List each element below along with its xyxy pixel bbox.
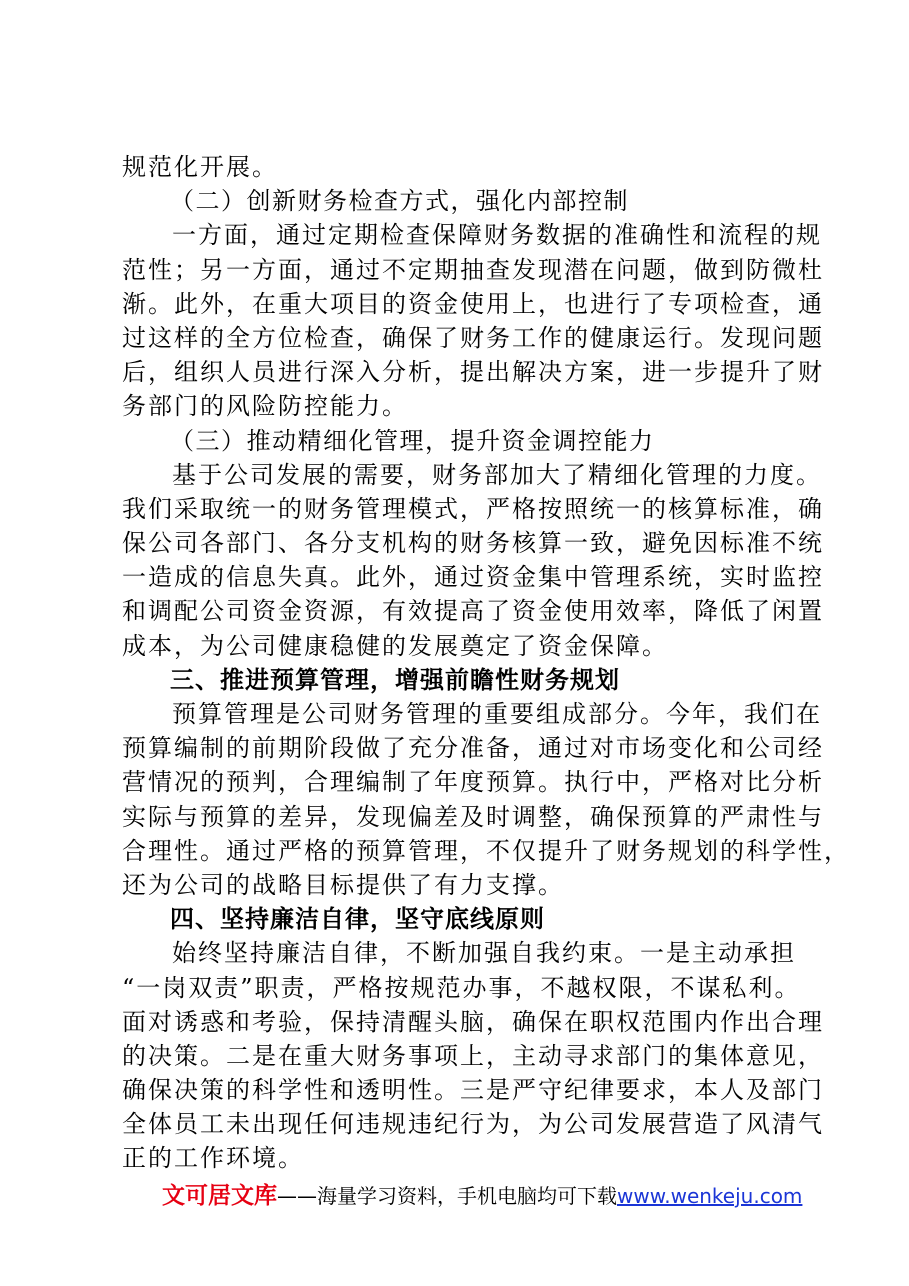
paragraph-line: 和调配公司资金资源，有效提高了资金使用效率，降低了闲置 — [122, 597, 824, 626]
paragraph-line: 过这样的全方位检查，确保了财务工作的健康运行。发现问题 — [122, 323, 824, 352]
paragraph-line: “一岗双责”职责，严格按规范办事，不越权限，不谋私利。 — [122, 973, 801, 1002]
footer-banner — [162, 1182, 862, 1210]
paragraph-line: 预算管理是公司财务管理的重要组成部分。今年，我们在 — [172, 700, 822, 728]
paragraph-line: 保公司各部门、各分支机构的财务核算一致，避免因标准不统 — [122, 529, 824, 558]
footer-url-link[interactable]: www.wenkeju.com — [617, 1184, 803, 1208]
paragraph-line: 的决策。二是在重大财务事项上，主动寻求部门的集体意见， — [122, 1041, 824, 1070]
paragraph-line: 务部门的风险防控能力。 — [122, 392, 408, 421]
paragraph-line: 我们采取统一的财务管理模式，严格按照统一的核算标准，确 — [122, 494, 824, 523]
paragraph-line: 始终坚持廉洁自律，不断加强自我约束。一是主动承担 — [172, 939, 796, 968]
paragraph-line: 营情况的预判，合理编制了年度预算。执行中，严格对比分析 — [122, 768, 824, 797]
paragraph-line: 面对诱惑和考验，保持清醒头脑，确保在职权范围内作出合理 — [122, 1007, 824, 1036]
paragraph-line: 一方面，通过定期检查保障财务数据的准确性和流程的规 — [172, 221, 822, 250]
paragraph-line: 实际与预算的差异，发现偏差及时调整，确保预算的严肃性与 — [122, 802, 824, 831]
subsection-heading: （二）创新财务检查方式，强化内部控制 — [170, 187, 629, 216]
paragraph-line: 一造成的信息失真。此外，通过资金集中管理系统，实时监控 — [122, 563, 824, 592]
footer-brand: 文可居文库 — [162, 1183, 277, 1209]
paragraph-line: 渐。此外，在重大项目的资金使用上，也进行了专项检查，通 — [122, 289, 824, 318]
section-heading: 三、推进预算管理，增强前瞻性财务规划 — [170, 665, 620, 694]
subsection-heading: （三）推动精细化管理，提升资金调控能力 — [170, 426, 655, 455]
paragraph-line: 后，组织人员进行深入分析，提出解决方案，进一步提升了财 — [122, 358, 824, 387]
document-body — [122, 150, 850, 1176]
footer-slogan: 海量学习资料，手机电脑均可下载 — [317, 1184, 617, 1208]
paragraph-line: 确保决策的科学性和透明性。三是严守纪律要求，本人及部门 — [122, 1076, 824, 1105]
paragraph-line: 全体员工未出现任何违规违纪行为，为公司发展营造了风清气 — [122, 1110, 824, 1139]
paragraph-line: 规范化开展。 — [122, 153, 278, 181]
paragraph-line: 合理性。通过严格的预算管理，不仅提升了财务规划的科学性， — [122, 836, 850, 865]
paragraph-line: 预算编制的前期阶段做了充分准备，通过对市场变化和公司经 — [122, 734, 824, 763]
section-heading: 四、坚持廉洁自律，坚守底线原则 — [170, 905, 545, 934]
paragraph-line: 成本，为公司健康稳健的发展奠定了资金保障。 — [122, 631, 668, 660]
footer-dash: —— — [277, 1184, 317, 1208]
paragraph-line: 范性；另一方面，通过不定期抽查发现潜在问题，做到防微杜 — [122, 255, 824, 284]
paragraph-line: 还为公司的战略目标提供了有力支撑。 — [122, 870, 564, 899]
paragraph-line: 基于公司发展的需要，财务部加大了精细化管理的力度。 — [172, 460, 822, 489]
paragraph-line: 正的工作环境。 — [122, 1144, 304, 1173]
